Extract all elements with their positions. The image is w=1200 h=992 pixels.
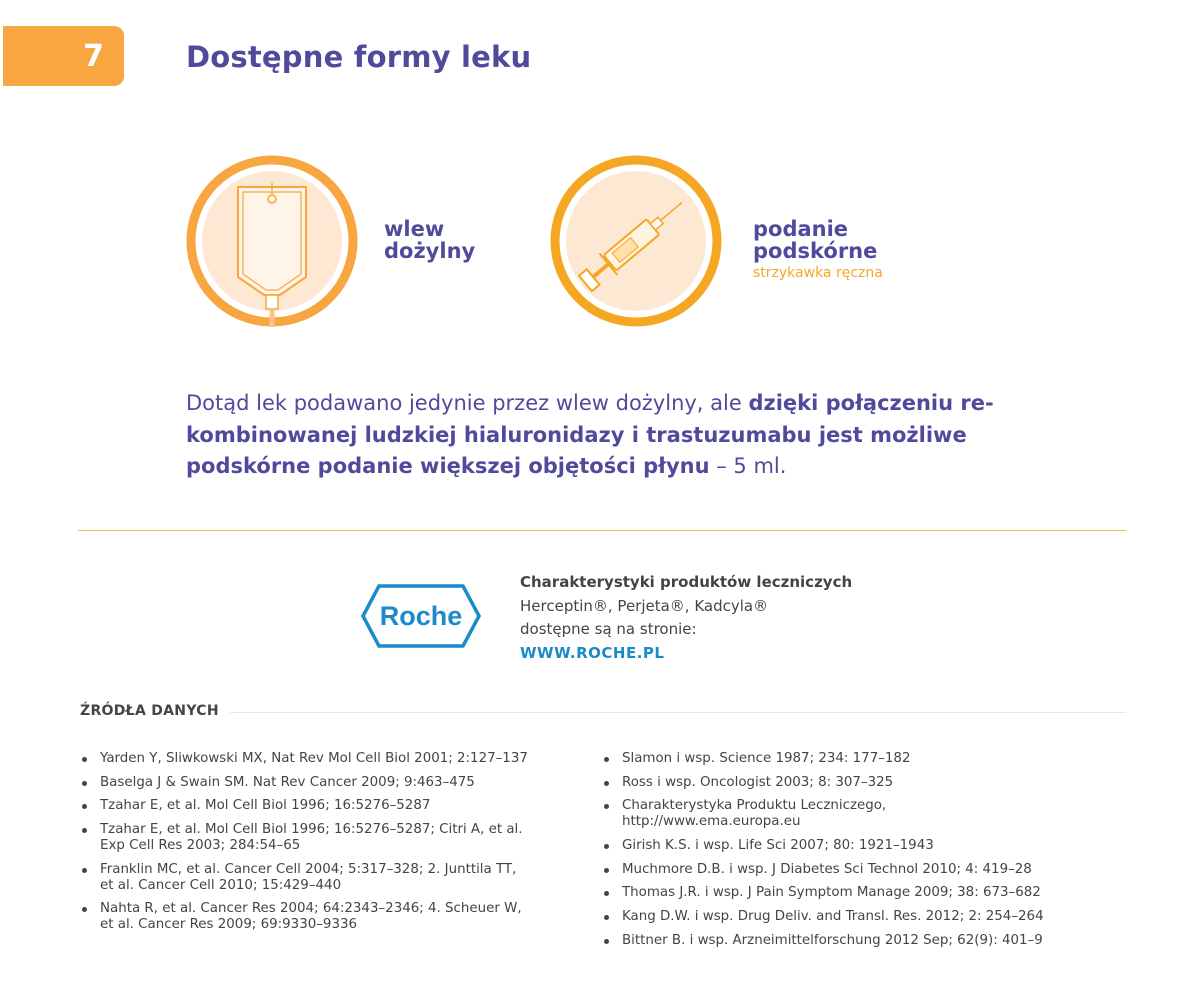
iv-form-label: [384, 218, 475, 262]
spc-info: [520, 571, 852, 665]
sc-label-line1: podanie: [753, 217, 849, 241]
roche-website-link[interactable]: WWW.ROCHE.PL: [520, 643, 665, 662]
iv-label-line1: wlew: [384, 217, 445, 241]
roche-logo: [361, 584, 481, 648]
sc-label-line2: podskórne: [753, 239, 878, 263]
sources-rule: [230, 712, 1126, 713]
reference-item: Franklin MC, et al. Cancer Cell 2004; 5:317–328; 2. Junttila TT, et al. Cancer Cell 2010; 15:429–440: [80, 862, 550, 894]
reference-item: Bittner B. i wsp. Arzneimittelforschung 2012 Sep; 62(9): 401–9: [602, 933, 1082, 949]
description-bold: dzięki połączeniu re-kombinowanej ludzkiej hialuronidazy i trastuzumabu jest możliwe podskórne podanie większej objętości płynu: [186, 391, 994, 478]
sc-form-sublabel: strzykawka ręczna: [753, 265, 883, 281]
sources-list-right: [602, 751, 1082, 957]
iv-form-circle: [186, 155, 358, 327]
page-number-badge: [3, 26, 124, 86]
iv-label-line2: dożylny: [384, 239, 476, 263]
sc-form-circle: [550, 155, 722, 327]
description-paragraph: [186, 388, 1086, 483]
reference-item: Ross i wsp. Oncologist 2003; 8: 307–325: [602, 775, 1082, 791]
iv-bag-icon: [186, 155, 358, 327]
reference-item: Nahta R, et al. Cancer Res 2004; 64:2343–2346; 4. Scheuer W, et al. Cancer Res 2009; 69:9330–9336: [80, 901, 550, 933]
spc-availability: dostępne są na stronie:: [520, 620, 697, 638]
section-divider: [78, 530, 1126, 531]
sources-list-left: [80, 751, 550, 941]
page-title: Dostępne formy leku: [186, 40, 532, 74]
spc-title: Charakterystyki produktów leczniczych: [520, 573, 853, 591]
roche-logo-text: Roche: [379, 601, 463, 631]
reference-item: Muchmore D.B. i wsp. J Diabetes Sci Technol 2010; 4: 419–28: [602, 862, 1082, 878]
reference-item: Charakterystyka Produktu Leczniczego, http://www.ema.europa.eu: [602, 798, 1082, 830]
page-number: 7: [83, 38, 104, 74]
reference-item: Baselga J & Swain SM. Nat Rev Cancer 2009; 9:463–475: [80, 775, 550, 791]
sources-header: ŹRÓDŁA DANYCH: [80, 703, 219, 719]
reference-item: Girish K.S. i wsp. Life Sci 2007; 80: 1921–1943: [602, 838, 1082, 854]
description-part1: Dotąd lek podawano jedynie przez wlew dożylny, ale: [186, 391, 749, 415]
description-part2: – 5 ml.: [709, 454, 787, 478]
reference-item: Tzahar E, et al. Mol Cell Biol 1996; 16:5276–5287; Citri A, et al. Exp Cell Res 2003; 284:54–65: [80, 822, 550, 854]
reference-item: Slamon i wsp. Science 1987; 234: 177–182: [602, 751, 1082, 767]
sc-form-label: [753, 218, 877, 262]
reference-item: Yarden Y, Sliwkowski MX, Nat Rev Mol Cell Biol 2001; 2:127–137: [80, 751, 550, 767]
spc-products: Herceptin®, Perjeta®, Kadcyla®: [520, 596, 769, 615]
reference-item: Kang D.W. i wsp. Drug Deliv. and Transl. Res. 2012; 2: 254–264: [602, 909, 1082, 925]
reference-item: Tzahar E, et al. Mol Cell Biol 1996; 16:5276–5287: [80, 798, 550, 814]
reference-item: Thomas J.R. i wsp. J Pain Symptom Manage 2009; 38: 673–682: [602, 885, 1082, 901]
syringe-icon: [550, 155, 722, 327]
